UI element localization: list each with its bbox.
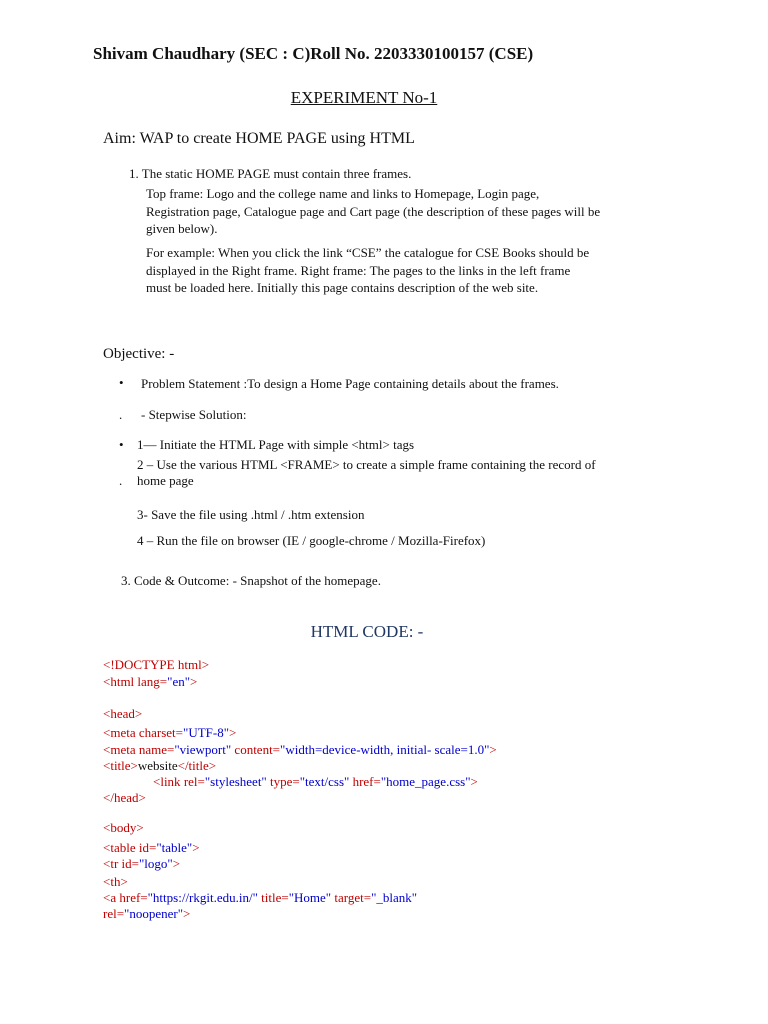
- code-attr: lang=: [134, 674, 168, 689]
- code-attr: html>: [174, 657, 210, 672]
- code-value: "en": [167, 674, 191, 689]
- step-3: 3- Save the file using .html / .htm extension: [137, 507, 365, 522]
- code-line: [103, 840, 200, 856]
- requirement-right-frame: displayed in the Right frame. Right frame: The pages to the links in the left frame: [146, 263, 571, 278]
- code-attr: rel=: [180, 774, 205, 789]
- code-attr: type=: [266, 774, 300, 789]
- author-header: Shivam Chaudhary (SEC : C)Roll No. 2203330100157 (CSE): [93, 44, 534, 63]
- requirement-initial: must be loaded here. Initially this page contains description of the web site.: [146, 280, 539, 295]
- code-line: </head>: [103, 790, 146, 805]
- code-value: "Home": [288, 890, 332, 905]
- step-2: 2 – Use the various HTML <FRAME> to create a simple frame containing the record of: [137, 457, 596, 472]
- requirement-pages: Registration page, Catalogue page and Cart page (the description of these pages will be: [146, 204, 601, 219]
- bullet-marker: •: [119, 437, 124, 452]
- code-attr: href=: [116, 890, 148, 905]
- code-tag: <html: [103, 674, 135, 689]
- code-tag-end: >: [229, 725, 237, 740]
- code-attr: title=: [257, 890, 289, 905]
- code-tag-end: >: [183, 906, 191, 921]
- code-tag: <a: [103, 890, 117, 905]
- code-tag-end: </title>: [177, 758, 217, 773]
- requirement-top-frame: Top frame: Logo and the college name and links to Homepage, Login page,: [146, 186, 540, 201]
- requirement-pages-end: given below).: [146, 221, 218, 236]
- code-value: "https://rkgit.edu.in/": [147, 890, 258, 905]
- code-line: [103, 674, 197, 690]
- experiment-title: EXPERIMENT No-1: [290, 88, 438, 107]
- code-attr: content=: [231, 742, 281, 757]
- code-value: "UTF-8": [183, 725, 230, 740]
- code-value: "width=device-width, initial- scale=1.0": [280, 742, 490, 757]
- code-value: "home_page.css": [380, 774, 471, 789]
- code-tag: <tr: [103, 856, 119, 871]
- code-tag: <meta: [103, 725, 136, 740]
- code-heading: HTML CODE: -: [310, 622, 424, 641]
- code-line: [103, 742, 497, 758]
- code-line: [103, 906, 190, 922]
- code-attr: rel=: [103, 906, 125, 921]
- code-value: "logo": [138, 856, 173, 871]
- code-line: [103, 657, 209, 673]
- code-attr: name=: [135, 742, 175, 757]
- code-value: "viewport": [174, 742, 232, 757]
- code-attr: charset=: [135, 725, 184, 740]
- code-line: [103, 725, 236, 741]
- code-line: <body>: [103, 820, 144, 835]
- code-line: [103, 890, 417, 906]
- code-tag-end: >: [190, 674, 198, 689]
- bullet-marker: .: [119, 473, 123, 488]
- code-tag: <table: [103, 840, 136, 855]
- code-value: "stylesheet": [204, 774, 267, 789]
- code-value: "_blank": [371, 890, 418, 905]
- code-line: <head>: [103, 706, 143, 721]
- code-value: "text/css": [299, 774, 350, 789]
- stepwise-solution: - Stepwise Solution:: [141, 407, 247, 422]
- code-line: [153, 774, 478, 790]
- code-tag: <!DOCTYPE: [103, 657, 175, 672]
- code-outcome: 3. Code & Outcome: - Snapshot of the homepage.: [121, 573, 381, 588]
- code-attr: href=: [349, 774, 381, 789]
- step-4: 4 – Run the file on browser (IE / google-chrome / Mozilla-Firefox): [137, 533, 486, 548]
- code-tag: <title>: [103, 758, 138, 773]
- requirement-1: 1. The static HOME PAGE must contain three frames.: [129, 166, 412, 181]
- code-tag-end: >: [192, 840, 200, 855]
- bullet-marker: •: [119, 375, 124, 390]
- code-line: [103, 758, 216, 774]
- code-attr: id=: [118, 856, 139, 871]
- code-attr: id=: [135, 840, 157, 855]
- code-value: "noopener": [124, 906, 184, 921]
- requirement-example: For example: When you click the link “CSE” the catalogue for CSE Books should be: [146, 245, 590, 260]
- code-line: <th>: [103, 874, 128, 889]
- code-tag-end: >: [470, 774, 478, 789]
- code-line: [103, 856, 180, 872]
- step-1: 1— Initiate the HTML Page with simple <html> tags: [137, 437, 415, 452]
- code-value: "table": [156, 840, 193, 855]
- code-attr: target=: [331, 890, 372, 905]
- code-tag: <link: [153, 774, 181, 789]
- code-text: website: [137, 758, 178, 773]
- problem-statement: Problem Statement :To design a Home Page containing details about the frames.: [141, 376, 559, 391]
- code-tag: <meta: [103, 742, 136, 757]
- code-tag-end: >: [489, 742, 497, 757]
- aim-line: Aim: WAP to create HOME PAGE using HTML: [103, 130, 415, 147]
- code-tag-end: >: [172, 856, 181, 871]
- step-2-continued: home page: [137, 473, 194, 488]
- objective-heading: Objective: -: [103, 346, 175, 362]
- bullet-marker: .: [119, 407, 123, 422]
